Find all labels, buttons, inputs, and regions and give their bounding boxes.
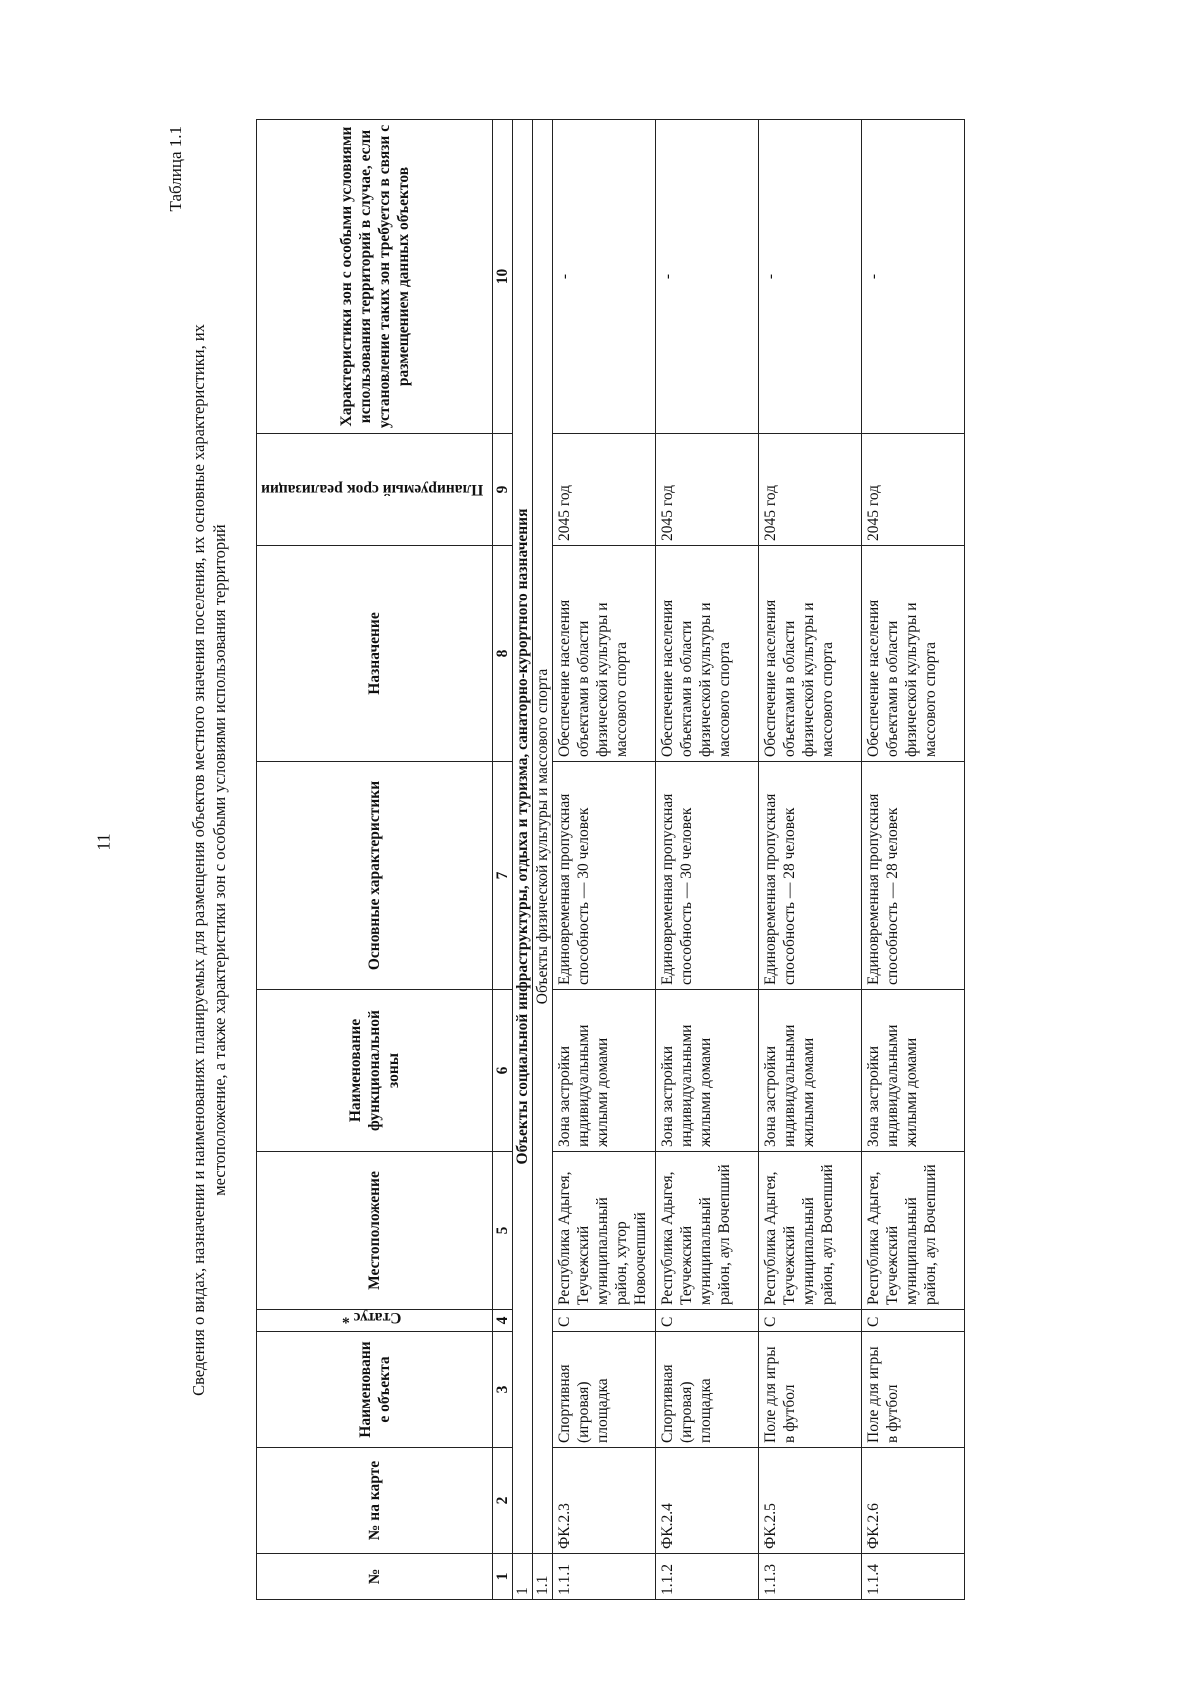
- cell-term: 2045 год: [862, 434, 965, 546]
- cell-status: С: [553, 1310, 656, 1332]
- section-number: 1: [513, 1554, 533, 1600]
- subsection-number: 1.1: [533, 1554, 553, 1600]
- cell-num: 1.1.4: [862, 1554, 965, 1600]
- header-cell: №: [257, 1554, 493, 1600]
- column-number: 4: [493, 1310, 513, 1332]
- table-row: [656, 120, 759, 1600]
- cell-map-no: ФК.2.5: [759, 1448, 862, 1554]
- rotated-content: [166, 120, 1026, 1600]
- column-number: 10: [493, 120, 513, 434]
- objects-table: [256, 119, 965, 1600]
- table-label: Таблица 1.1: [166, 126, 185, 212]
- cell-zones-chars: -: [656, 120, 759, 434]
- column-number: 8: [493, 546, 513, 762]
- column-number: 6: [493, 990, 513, 1152]
- cell-characteristics: Единовременная пропускная способность — 30 человек: [553, 762, 656, 990]
- cell-zone: Зона застройки индивидуальными жилыми домами: [759, 990, 862, 1152]
- cell-status: С: [656, 1310, 759, 1332]
- header-cell: Местоположение: [257, 1152, 493, 1310]
- cell-num: 1.1.1: [553, 1554, 656, 1600]
- caption-line-1: Сведения о видах, назначении и наименованиях планируемых для размещения объектов местного значения поселения, их основные характеристики, их: [189, 324, 208, 1396]
- cell-num: 1.1.2: [656, 1554, 759, 1600]
- subsection-row: [533, 120, 553, 1600]
- cell-characteristics: Единовременная пропускная способность — 28 человек: [759, 762, 862, 990]
- cell-zone: Зона застройки индивидуальными жилыми домами: [656, 990, 759, 1152]
- cell-map-no: ФК.2.4: [656, 1448, 759, 1554]
- cell-purpose: Обеспечение населения объектами в области физической культуры и массового спорта: [656, 546, 759, 762]
- cell-characteristics: Единовременная пропускная способность — 28 человек: [862, 762, 965, 990]
- cell-zones-chars: -: [862, 120, 965, 434]
- cell-term: 2045 год: [656, 434, 759, 546]
- cell-location: Республика Адыгея, Теучежский муниципальный район, аул Вочепший: [656, 1152, 759, 1310]
- column-number: 9: [493, 434, 513, 546]
- header-cell: Назначение: [257, 546, 493, 762]
- column-number: 7: [493, 762, 513, 990]
- cell-purpose: Обеспечение населения объектами в области физической культуры и массового спорта: [759, 546, 862, 762]
- header-cell: Характеристики зон с особыми условиями использования территорий в случае, если установление таких зон требуется в связи с размещением данных объектов: [257, 120, 493, 434]
- table-caption: [188, 120, 230, 1600]
- cell-zone: Зона застройки индивидуальными жилыми домами: [553, 990, 656, 1152]
- cell-location: Республика Адыгея, Теучежский муниципальный район, хутор Новоочепший: [553, 1152, 656, 1310]
- header-cell: Наименовани е объекта: [257, 1332, 493, 1448]
- column-number: 3: [493, 1332, 513, 1448]
- cell-object-name: Поле для игры в футбол: [759, 1332, 862, 1448]
- cell-location: Республика Адыгея, Теучежский муниципальный район, аул Вочепший: [759, 1152, 862, 1310]
- cell-num: 1.1.3: [759, 1554, 862, 1600]
- header-cell: [257, 1310, 493, 1332]
- caption-line-2: местоположение, а также характеристики зон с особыми условиями использования территорий: [210, 524, 229, 1196]
- table-row: [553, 120, 656, 1600]
- cell-term: 2045 год: [759, 434, 862, 546]
- cell-object-name: Спортивная (игровая) площадка: [553, 1332, 656, 1448]
- cell-purpose: Обеспечение населения объектами в области физической культуры и массового спорта: [862, 546, 965, 762]
- header-cell: № на карте: [257, 1448, 493, 1554]
- cell-location: Республика Адыгея, Теучежский муниципальный район, аул Вочепший: [862, 1152, 965, 1310]
- section-title: Объекты социальной инфраструктуры, отдыха и туризма, санаторно-курортного назначения: [513, 120, 533, 1554]
- section-row: [513, 120, 533, 1600]
- cell-map-no: ФК.2.6: [862, 1448, 965, 1554]
- header-row: [257, 120, 493, 1600]
- cell-purpose: Обеспечение населения объектами в области физической культуры и массового спорта: [553, 546, 656, 762]
- page-number: 11: [93, 833, 114, 851]
- subsection-title: Объекты физической культуры и массового спорта: [533, 120, 553, 1554]
- column-number-row: [493, 120, 513, 1600]
- cell-status: С: [759, 1310, 862, 1332]
- header-cell: [257, 434, 493, 546]
- header-cell: Основные характеристики: [257, 762, 493, 990]
- header-term-label: Планируемый срок реализации: [261, 481, 484, 498]
- cell-zones-chars: -: [553, 120, 656, 434]
- cell-zone: Зона застройки индивидуальными жилыми домами: [862, 990, 965, 1152]
- cell-object-name: Спортивная (игровая) площадка: [656, 1332, 759, 1448]
- header-cell: Наименование функциональной зоны: [257, 990, 493, 1152]
- cell-term: 2045 год: [553, 434, 656, 546]
- column-number: 1: [493, 1554, 513, 1600]
- cell-characteristics: Единовременная пропускная способность — 30 человек: [656, 762, 759, 990]
- cell-map-no: ФК.2.3: [553, 1448, 656, 1554]
- column-number: 2: [493, 1448, 513, 1554]
- column-number: 5: [493, 1152, 513, 1310]
- cell-status: С: [862, 1310, 965, 1332]
- cell-zones-chars: -: [759, 120, 862, 434]
- cell-object-name: Поле для игры в футбол: [862, 1332, 965, 1448]
- table-row: [759, 120, 862, 1600]
- header-status-label: Статус *: [342, 1309, 402, 1326]
- table-row: [862, 120, 965, 1600]
